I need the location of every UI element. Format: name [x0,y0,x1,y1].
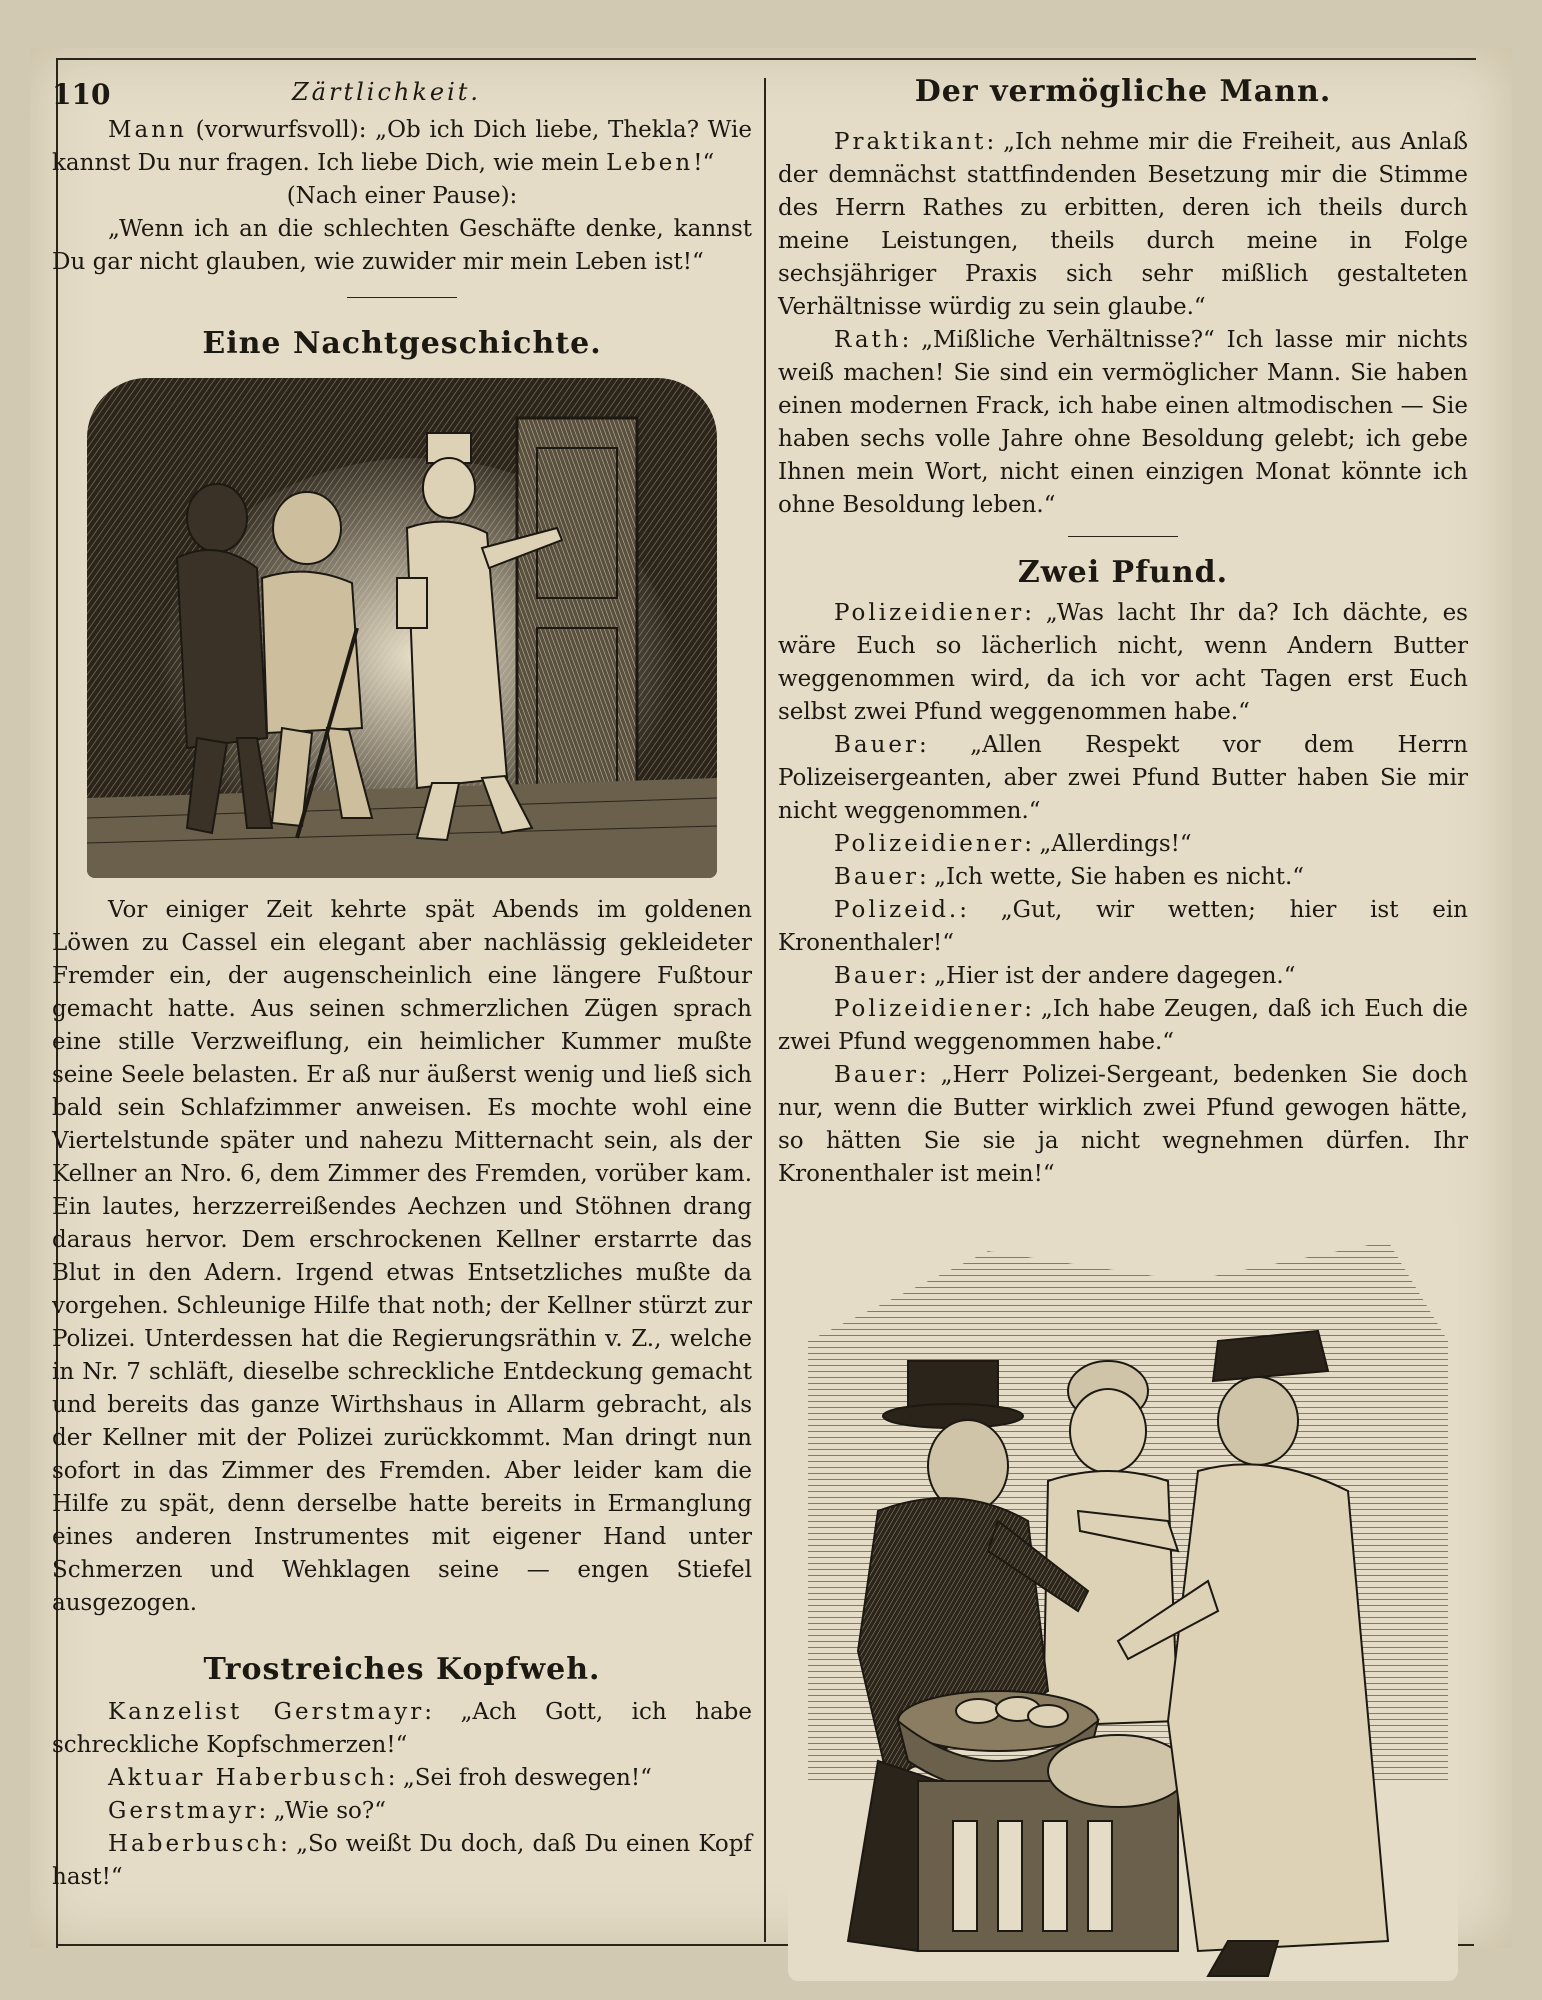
pfund-line-3: Polizeidiener: „Allerdings!“ [834,831,1192,857]
mann-paragraph-2: Rath: „Mißliche Verhältnisse?“ Ich lasse mir nichts weiß machen! Sie sind ein vermöglicher Mann. Sie haben einen modernen Frack, ich habe einen altmodischen — Sie haben sechs volle Jahre ohne Besoldung gelebt; ich gebe Ihnen mein Wort, nicht einen einzigen Monat könnte ich ohne Besoldung leben.“ [778,327,1468,518]
kopfweh-line-2: Aktuar Haberbusch: „Sei froh deswegen!“ [108,1765,652,1791]
kopfweh-line-3: Gerstmayr: „Wie so?“ [108,1798,386,1824]
pfund-line-4: Bauer: „Ich wette, Sie haben es nicht.“ [834,864,1305,890]
right-column [778,70,1468,1981]
pfund-line-5: Polizeid.: „Gut, wir wetten; hier ist ein Kronenthaler!“ [778,897,1468,956]
story-paragraph: Vor einiger Zeit kehrte spät Abends im goldenen Löwen zu Cassel ein elegant aber nachlässig gekleideter Fremder ein, der augenscheinlich eine längere Fußtour gemacht hatte. Aus seinen schmerzlichen Zügen sprach eine stille Verzweiflung, ein heimlicher Kummer mußte seine Seele belasten. Er aß nur äußerst wenig und ließ sich bald sein Schlafzimmer anweisen. Es mochte wohl eine Viertelstunde später und nahezu Mitternacht sein, als der Kellner an Nro. 6, dem Zimmer des Fremden, vorüber kam. Ein lautes, herzzerreißendes Aechzen und Stöhnen drang daraus hervor. Dem erschrockenen Kellner erstarrte das Blut in den Adern. Irgend etwas Entsetzliches mußte da vorgehen. Schleunige Hilfe that noth; der Kellner stürzt zur Polizei. Unterdessen hat die Regierungsräthin v. Z., welche in Nr. 7 schläft, dieselbe schreckliche Entdeckung gemacht und bereits das ganze Wirthshaus in Allarm gebracht, als der Kellner mit der Polizei zurückkommt. Man dringt nun sofort in das Zimmer des Fremden. Aber leider kam die Hilfe zu spät, denn derselbe hatte bereits in Ermanglung eines anderen Instrumentes mit eigener Hand unter Schmerzen und Wehklagen seine — engen Stiefel ausgezogen. [52,897,752,1616]
mann-paragraph-1: Praktikant: „Ich nehme mir die Freiheit, aus Anlaß der demnächst stattfindenden Besetzung mir die Stimme des Herrn Rathes zu erbitten, deren ich theils durch meine Leistungen, theils durch meine in Folge sechsjähriger Praxis sich sehr mißlich gestalteten Verhältnisse würdig zu sein glaube.“ [778,129,1468,320]
page-number: 110 [52,78,111,111]
running-head: Zärtlichkeit. [292,78,482,106]
section-divider [347,297,457,298]
pfund-line-8: Bauer: „Herr Polizei-Sergeant, bedenken Sie doch nur, wenn die Butter wirklich zwei Pfund gewogen hätte, so hätten Sie sie ja nicht wegnehmen dürfen. Ihr Kronenthaler ist mein!“ [778,1062,1468,1187]
kopfweh-title: Trostreiches Kopfweh. [203,1652,601,1687]
kopfweh-line-4: Haberbusch: „So weißt Du doch, daß Du einen Kopf hast!“ [52,1831,752,1890]
speaker: Mann [108,117,187,143]
dialog-line-1: Mann (vorwurfsvoll): „Ob ich Dich liebe, Thekla? Wie kannst Du nur fragen. Ich liebe Dich, wie mein Leben!“ [52,117,752,176]
left-column [52,70,752,1894]
market-scene-illustration [788,1221,1458,1981]
kopfweh-line-1: Kanzelist Gerstmayr: „Ach Gott, ich habe schreckliche Kopfschmerzen!“ [52,1699,753,1758]
pfund-line-2: Bauer: „Allen Respekt vor dem Herrn Polizeisergeanten, aber zwei Pfund Butter haben Sie mir nicht weggenommen.“ [778,732,1468,824]
story-title: Eine Nachtgeschichte. [202,326,602,361]
pfund-title: Zwei Pfund. [1017,555,1229,590]
column-divider [764,78,766,1942]
stage-direction: (Nach einer Pause): [286,183,518,209]
section-divider [1068,536,1178,537]
pfund-line-7: Polizeidiener: „Ich habe Zeugen, daß ich Euch die zwei Pfund weggenommen habe.“ [778,996,1468,1055]
mann-title: Der vermögliche Mann. [914,74,1332,109]
pfund-line-6: Bauer: „Hier ist der andere dagegen.“ [834,963,1296,989]
night-scene-illustration [87,378,717,878]
page-header [52,70,752,114]
dialog-line-2: „Wenn ich an die schlechten Geschäfte denke, kannst Du gar nicht glauben, wie zuwider mir mein Leben ist!“ [52,216,752,275]
pfund-line-1: Polizeidiener: „Was lacht Ihr da? Ich dächte, es wäre Euch so lächerlich nicht, wenn Andern Butter weggenommen wird, da ich vor acht Tagen erst Euch selbst zwei Pfund weggenommen habe.“ [778,600,1468,725]
